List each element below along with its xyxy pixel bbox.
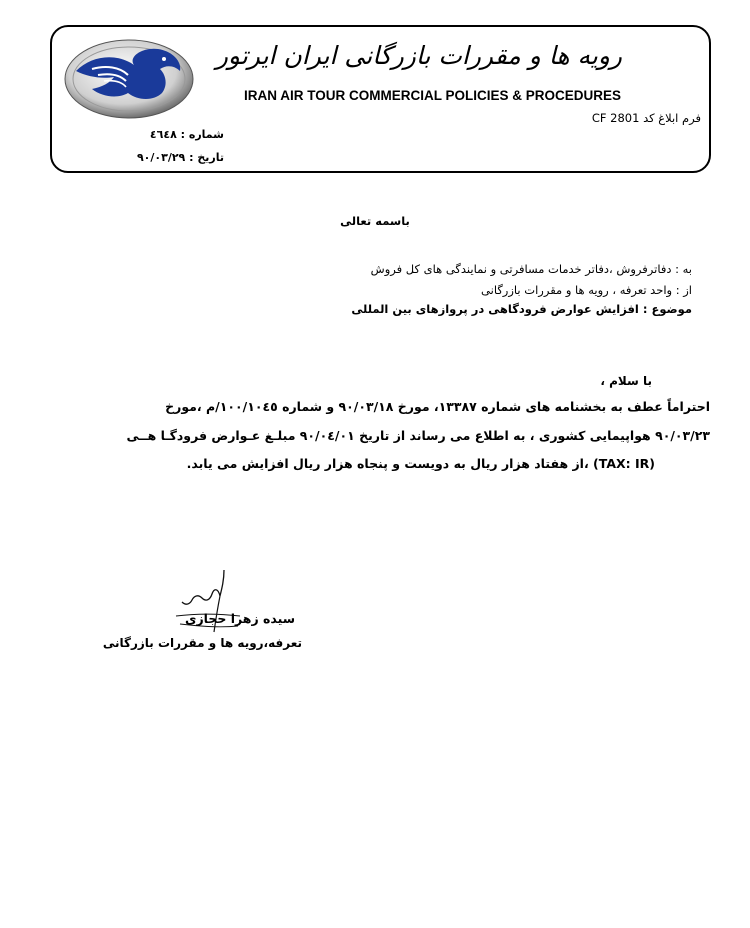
body-line-2: ٩٠/٠٣/٢٣ هواپیمایی کشوری ، به اطلاع می رساند از تاریخ ٩٠/٠٤/٠١ مبلـغ عـوارض فرودگـا هــی: [126, 428, 710, 443]
company-title-english: IRAN AIR TOUR COMMERCIAL POLICIES & PROCEDURES: [244, 88, 622, 103]
invocation-heading: باسمه تعالی: [340, 214, 410, 228]
letterhead-box: [50, 25, 711, 173]
letter-date: تاریخ : ٩٠/٠٣/٢٩: [136, 151, 224, 164]
company-title-persian: رویه ها و مقررات بازرگانی ایران ایرتور: [215, 41, 622, 70]
subject-line: موضوع : افزایش عوارض فرودگاهی در پروازهای بین المللی: [351, 302, 692, 316]
homa-bird-logo: [62, 35, 196, 121]
signer-department: تعرفه،رویه ها و مقررات بازرگانی: [102, 636, 302, 650]
sender-line: از : واحد تعرفه ، رویه ها و مقررات بازرگانی: [481, 283, 692, 297]
recipient-line: به : دفاترفروش ،دفاتر خدمات مسافرتی و نمایندگی های کل فروش: [370, 262, 692, 276]
greeting: با سلام ،: [600, 374, 652, 388]
letter-number: شماره : ٤٦٤٨: [149, 128, 224, 141]
signer-name: سیده زهرا حجازی: [185, 611, 295, 626]
form-code: فرم ابلاغ کد CF 2801: [591, 111, 701, 125]
body-line-1: احتراماً عطف به بخشنامه های شماره ١٣٣٨٧، مورخ ٩٠/٠٣/١٨ و شماره ١٠٠/١٠٤٥/م ،مورخ: [165, 399, 710, 414]
body-line-3: (TAX: IR) ،از هفتاد هزار ریال به دویست و پنجاه هزار ریال افزایش می یابد.: [186, 456, 655, 471]
